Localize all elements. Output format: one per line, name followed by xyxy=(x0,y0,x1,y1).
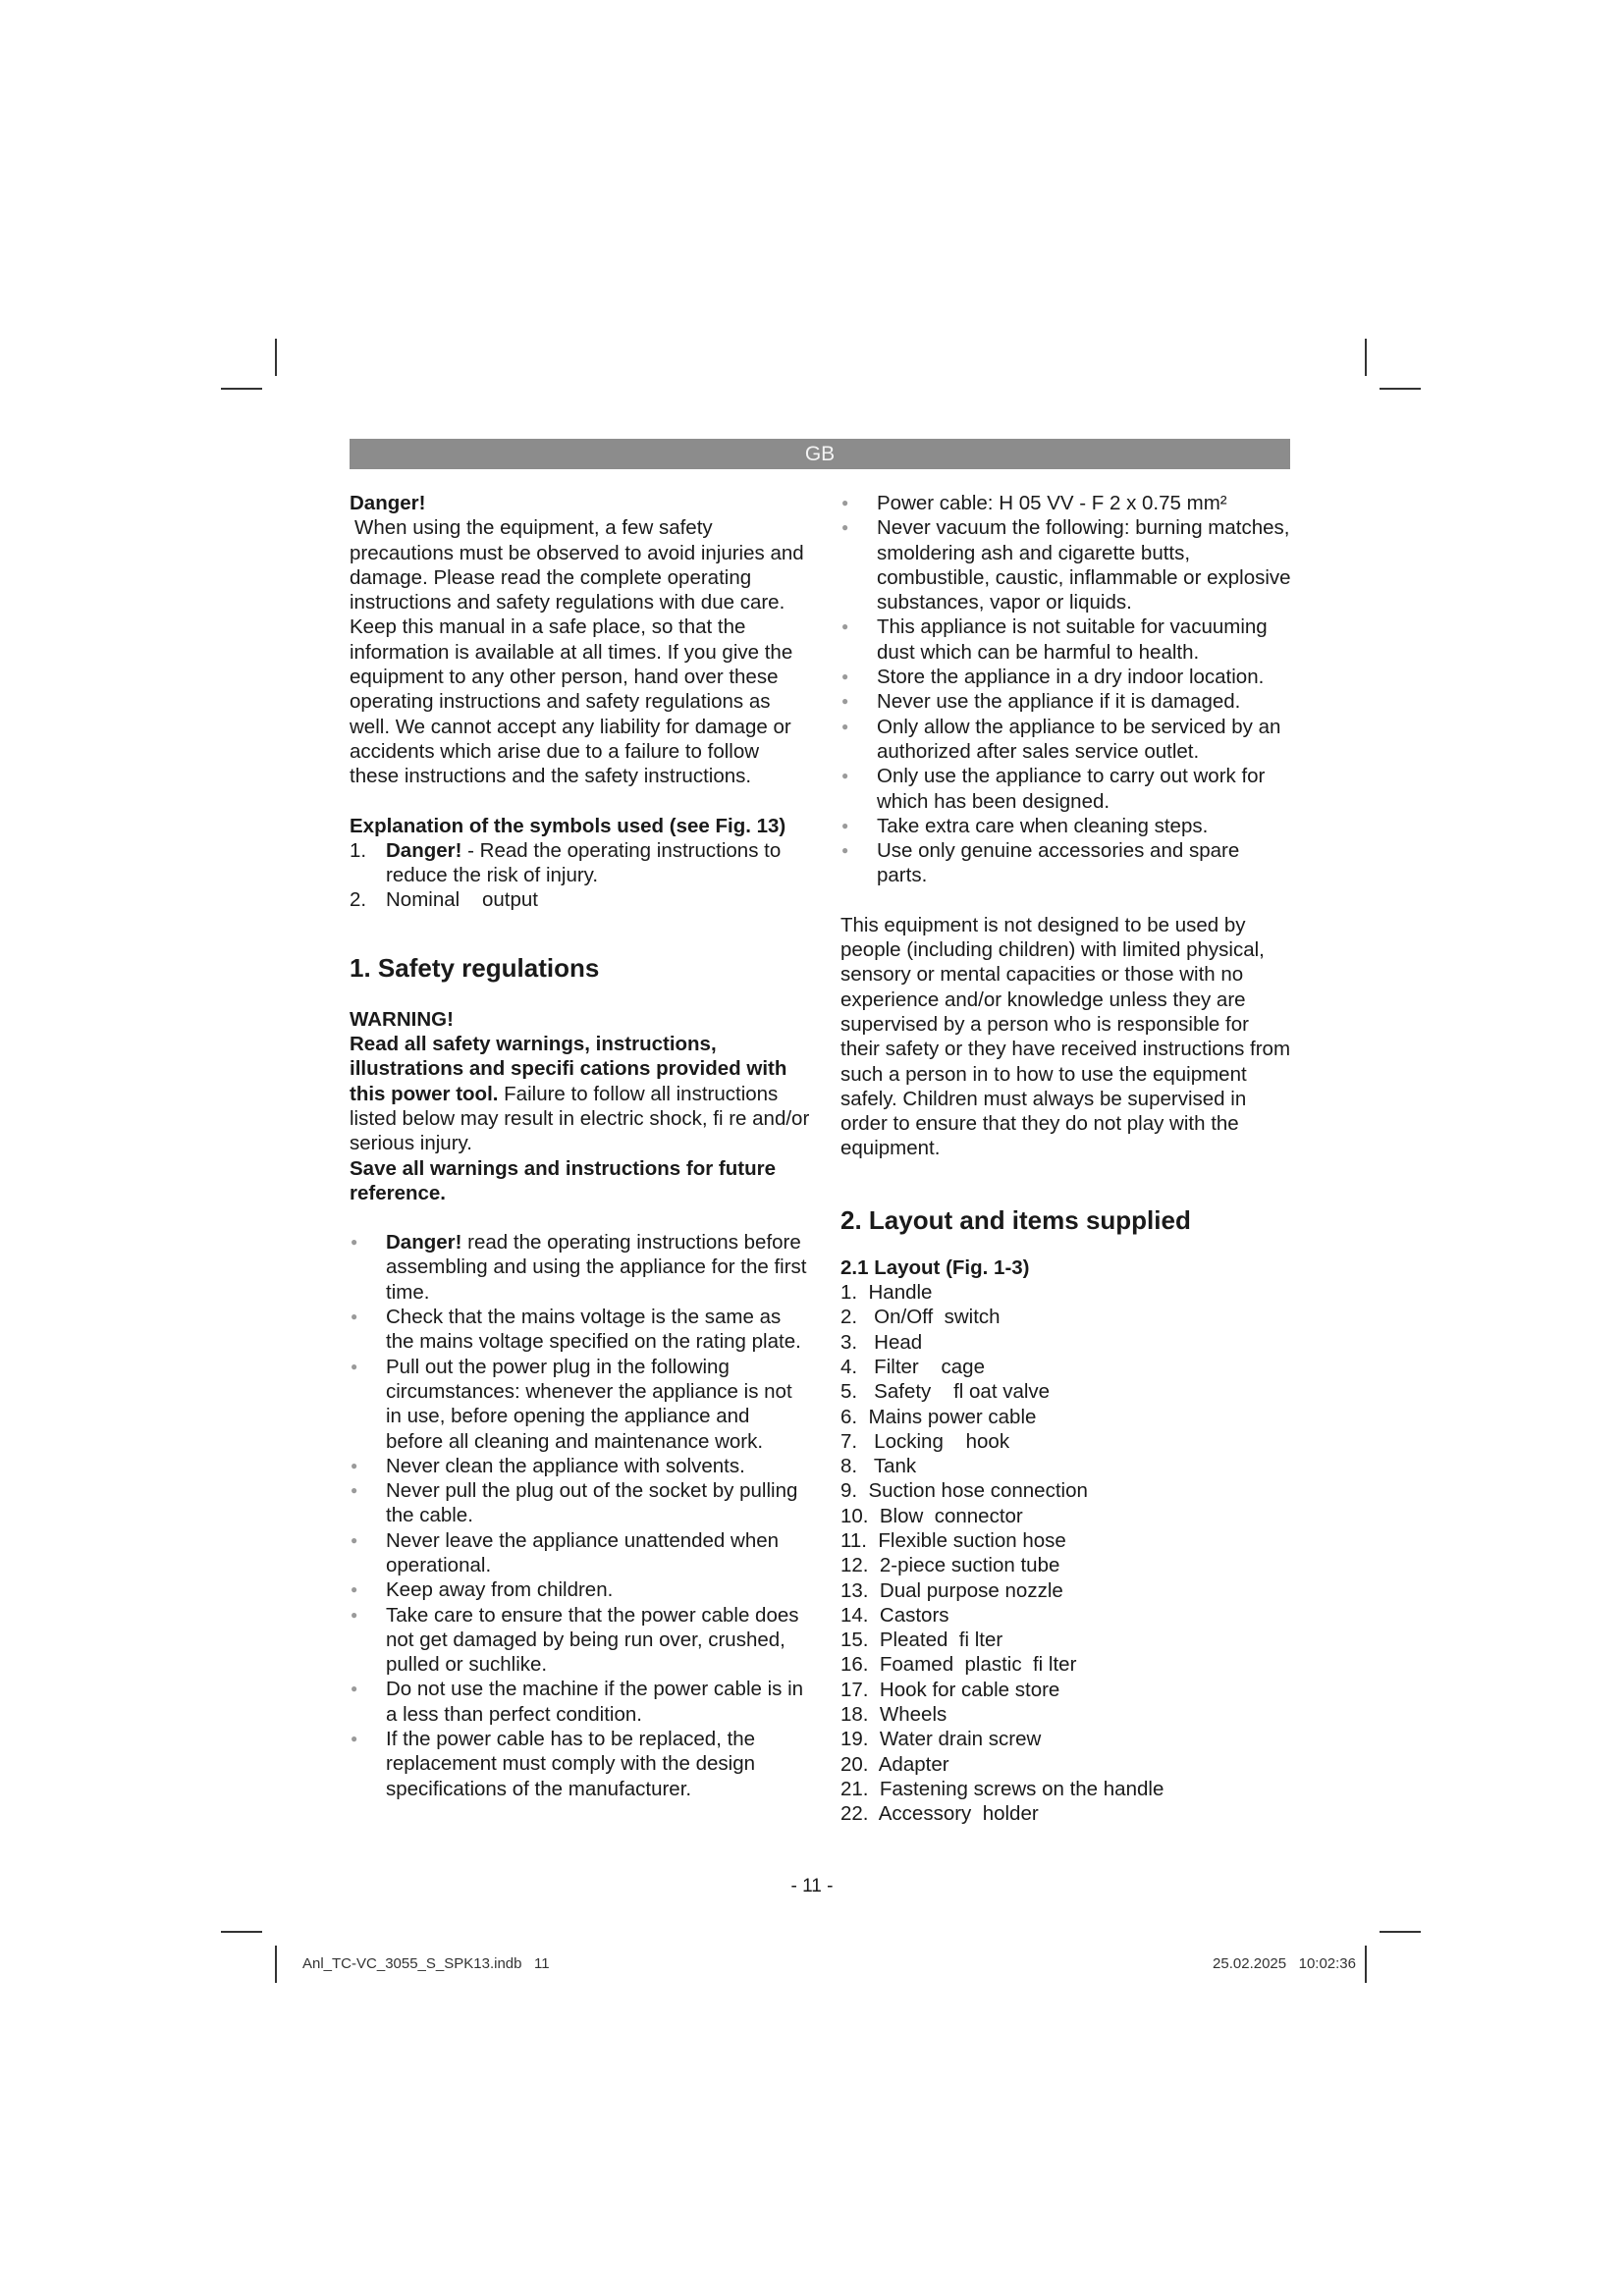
list-item: 16. Foamed plastic fi lter xyxy=(840,1653,1077,1677)
list-item: ● Pull out the power plug in the following circumstances: whenever the appliance is not in use, before opening the appliance and before all cleaning and maintenance work. xyxy=(350,1355,811,1454)
list-item: 9. Suction hose connection xyxy=(840,1479,1088,1503)
list-item: 19. Water drain screw xyxy=(840,1728,1042,1751)
list-item: ● If the power cable has to be replaced, the replacement must comply with the design specifications of the manufacturer. xyxy=(350,1727,811,1801)
list-item: ● Never pull the plug out of the socket by pulling the cable. xyxy=(350,1478,811,1528)
left-column xyxy=(350,491,811,1801)
list-item: 5. Safety fl oat valve xyxy=(840,1380,1051,1404)
list-item: 21. Fastening screws on the handle xyxy=(840,1777,1164,1800)
footer-datetime: 25.02.2025 10:02:36 xyxy=(1213,1955,1356,1972)
list-item: 1. Handle xyxy=(840,1281,933,1305)
supervision-notice: This equipment is not designed to be used by people (including children) with limited physical, sensory or mental capacities or those with no experience and/or knowledge unless they are supervised by a person who is responsible for their safety or they have received instructions from such a person in to how to use the equipment safely. Children must always be supervised in order to ensure that they do not play with the equipment. xyxy=(840,913,1291,1160)
list-item: ● Never clean the appliance with solvents. xyxy=(350,1454,811,1478)
list-item: 11. Flexible suction hose xyxy=(840,1528,1066,1552)
layout-heading: 2.1 Layout (Fig. 1-3) xyxy=(840,1255,1030,1279)
list-item: ● Take care to ensure that the power cable does not get damaged by being run over, crushed, pulled or suchlike. xyxy=(350,1603,811,1678)
list-item: 22. Accessory holder xyxy=(840,1802,1039,1826)
list-item: ● Danger! read the operating instructions before assembling and using the appliance for the first time. xyxy=(350,1230,811,1305)
crop-mark xyxy=(1365,1946,1367,1983)
danger-heading: Danger! xyxy=(350,492,426,514)
safety-bullet-list xyxy=(350,1230,811,1801)
list-item: 13. Dual purpose nozzle xyxy=(840,1578,1063,1602)
symbols-list xyxy=(350,838,811,913)
footer-file-info: Anl_TC-VC_3055_S_SPK13.indb 11 xyxy=(302,1955,550,1972)
list-item: 12. 2-piece suction tube xyxy=(840,1554,1060,1577)
list-item: ● Never leave the appliance unattended when operational. xyxy=(350,1528,811,1578)
danger-paragraph: When using the equipment, a few safety precautions must be observed to avoid injuries and damage. Please read the complete operating instructions and safety regulations with due care. Keep this manual in a safe place, so that the information is available at all times. If you give the equipment to any other person, hand over these operating instructions and safety regulations as well. We cannot accept any liability for damage or accidents which arise due to a failure to follow these instructions and the safety instructions. xyxy=(350,516,804,788)
list-item: 2. On/Off switch xyxy=(840,1306,1001,1329)
list-item: 6. Mains power cable xyxy=(840,1405,1037,1428)
crop-mark xyxy=(221,388,262,390)
list-item: 7. Locking hook xyxy=(840,1429,1010,1453)
safety-bullet-list-continued xyxy=(840,491,1292,888)
warning-paragraph: Read all safety warnings, instructions, illustrations and specifi cations provided with this power tool. Failure to follow all instructions listed below may result in electric shock, fi re and/or serious injury. xyxy=(350,1033,810,1155)
crop-mark xyxy=(275,339,277,376)
list-item: 3. Head xyxy=(840,1330,923,1354)
list-item: ● Check that the mains voltage is the same as the mains voltage specified on the rating plate. xyxy=(350,1305,811,1355)
right-column xyxy=(840,491,1292,1827)
warning-label: WARNING! xyxy=(350,1007,454,1031)
section-title-safety: 1. Safety regulations xyxy=(350,952,600,983)
list-item: 17. Hook for cable store xyxy=(840,1678,1060,1701)
list-item: ● This appliance is not suitable for vacuuming dust which can be harmful to health. xyxy=(840,614,1292,665)
section-title-layout: 2. Layout and items supplied xyxy=(840,1204,1191,1235)
list-item: 18. Wheels xyxy=(840,1703,947,1727)
symbols-heading: Explanation of the symbols used (see Fig. 13) xyxy=(350,814,786,837)
parts-list xyxy=(840,1280,1292,1827)
list-item: ● Power cable: H 05 VV - F 2 x 0.75 mm² xyxy=(840,491,1292,515)
crop-mark xyxy=(1380,388,1421,390)
save-instructions: Save all warnings and instructions for future reference. xyxy=(350,1156,776,1204)
list-item: ● Only allow the appliance to be serviced by an authorized after sales service outlet. xyxy=(840,715,1292,765)
list-item: 15. Pleated fi lter xyxy=(840,1629,1003,1652)
crop-mark xyxy=(275,1946,277,1983)
list-item: 8. Tank xyxy=(840,1455,917,1478)
language-code: GB xyxy=(804,443,836,465)
list-item: ● Only use the appliance to carry out work for which has been designed. xyxy=(840,764,1292,814)
list-item: 14. Castors xyxy=(840,1603,949,1627)
crop-mark xyxy=(221,1931,262,1933)
page-number: - 11 - xyxy=(790,1876,834,1896)
list-item: ● Use only genuine accessories and spare parts. xyxy=(840,838,1292,888)
list-item: ● Take extra care when cleaning steps. xyxy=(840,814,1292,838)
list-item: 10. Blow connector xyxy=(840,1504,1023,1527)
list-item: ● Keep away from children. xyxy=(350,1577,811,1602)
list-item: ● Never vacuum the following: burning matches, smoldering ash and cigarette butts, combustible, caustic, inflammable or explosive substances, vapor or liquids. xyxy=(840,515,1292,614)
language-header-bar xyxy=(350,439,1290,469)
list-item: ● Do not use the machine if the power cable is in a less than perfect condition. xyxy=(350,1677,811,1727)
list-item: ● Store the appliance in a dry indoor location. xyxy=(840,665,1292,689)
list-item: 2. Nominal output xyxy=(350,888,538,912)
list-item: ● Never use the appliance if it is damaged. xyxy=(840,689,1292,714)
list-item: 20. Adapter xyxy=(840,1752,949,1776)
list-item: 1. Danger! - Read the operating instructions to reduce the risk of injury. xyxy=(350,838,782,887)
crop-mark xyxy=(1380,1931,1421,1933)
crop-mark xyxy=(1365,339,1367,376)
list-item: 4. Filter cage xyxy=(840,1355,985,1378)
